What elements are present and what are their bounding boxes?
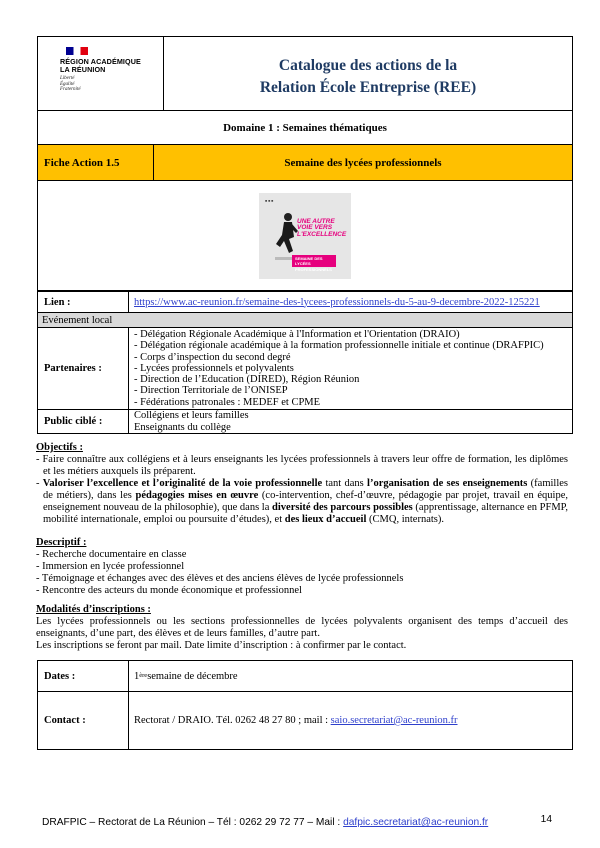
header-title-row — [38, 37, 572, 111]
objective-2-t4: (apprentissage, alternance en PFMP, mobilité internationale, emploi ou poursuite d’études), et — [43, 502, 568, 525]
event-type: Evénement local — [38, 312, 572, 327]
poster-slogan-1: UNE AUTRE — [297, 217, 335, 225]
fiche-label: Fiche Action 1.5 — [38, 145, 154, 180]
partners-row — [38, 327, 572, 409]
objective-2-b3: pédagogies mises en œuvre — [135, 490, 259, 501]
title-line-1: Catalogue des actions de la — [278, 57, 458, 74]
audience-label: Public ciblé : — [38, 410, 129, 433]
contact-row — [38, 691, 572, 749]
dates-label: Dates : — [38, 661, 129, 691]
audience-list — [129, 410, 572, 433]
objective-2-t1: tant dans — [322, 478, 368, 489]
poster-slogan-2: VOIE VERS — [297, 224, 333, 232]
event-poster-image — [259, 193, 351, 279]
info-table — [37, 291, 573, 434]
objectives-heading: Objectifs : — [36, 442, 83, 453]
list-item: - Lycées professionnels et polyvalents — [134, 362, 294, 374]
catalogue-title — [164, 37, 572, 110]
dates-rest: semaine de décembre — [147, 670, 238, 682]
list-item: - Direction Territoriale de l’ONISEP — [134, 385, 288, 397]
registration-section — [36, 604, 568, 652]
logo-line-1: RÉGION ACADÉMIQUE — [60, 57, 141, 66]
marianne-flag-icon — [66, 47, 88, 55]
motto-1: Liberté — [60, 76, 75, 81]
list-item: Collégiens et leurs familles — [134, 410, 249, 422]
motto-3: Fraternité — [60, 87, 81, 92]
objective-2-b1: Valoriser l’excellence et l’originalité de la voie professionnelle — [42, 478, 323, 489]
dates-row — [38, 661, 572, 691]
dates-value: 1 ère semaine de décembre — [134, 670, 238, 682]
registration-paragraph-1: Les lycées professionnels ou les sections professionnelles de lycées polyvalents organisent des temps d’accueil des enseignants, d’une part, des élèves et de leurs familles, d’autre part. — [36, 616, 568, 639]
fiche-title: Semaine des lycées professionnels — [284, 157, 442, 169]
link-row — [38, 291, 572, 312]
objective-2-t5: (CMQ, internats). — [366, 514, 444, 525]
motto-2: Égalité — [60, 81, 75, 87]
footer-email-link[interactable]: dafpic.secretariat@ac-reunion.fr — [343, 817, 489, 828]
dates-num: 1 — [134, 670, 140, 682]
contact-text: Rectorat / DRAIO. Tél. 0262 48 27 80 ; mail : — [134, 715, 329, 726]
list-item: Enseignants du collège — [134, 421, 231, 433]
domain-heading: Domaine 1 : Semaines thématiques — [38, 111, 572, 145]
objective-2: - Valoriser l’excellence et l’originalité de la voie professionnelle tant dans l’organisation de ses enseignements (familles de métiers), dans les pédagogies mises en œuvre (co-intervention, chef-d’œuvre, pédagogie par projet, travail en équipe, enseignement nouveau de la philosophie), que dans la diversité des parcours possibles (apprentissage, alternance en PFMP, mobilité internationale, emploi ou poursuite d’études), et des lieux d’accueil (CMQ, internats). — [36, 478, 568, 525]
list-item: - Témoignage et échanges avec des élèves et des anciens élèves de lycée professionnels — [36, 573, 404, 584]
objective-2-t2: (familles de métiers), dans les — [43, 478, 568, 501]
registration-paragraph-2: Les inscriptions se feront par mail. Date limite d’inscription : à confirmer par le contact. — [36, 640, 407, 651]
objective-2-b4: diversité des parcours possibles — [272, 502, 413, 513]
partners-list — [129, 328, 572, 409]
list-item: - Fédérations patronales : MEDEF et CPME — [134, 396, 321, 408]
list-item: - Direction de l’Education (DIRED), Région Réunion — [134, 374, 360, 386]
list-item: - Immersion en lycée professionnel — [36, 561, 185, 572]
title-line-2: Relation École Entreprise (REE) — [259, 79, 477, 96]
description-heading: Descriptif : — [36, 537, 87, 548]
partners-label: Partenaires : — [38, 328, 129, 409]
dates-contact-table — [37, 660, 573, 750]
poster-badge-1: SEMAINE DES LYCÉES — [295, 255, 323, 266]
link-cell — [129, 292, 572, 312]
contact-label: Contact : — [38, 692, 129, 749]
link-label: Lien : — [38, 292, 129, 312]
poster-slogan — [297, 219, 346, 239]
poster-logo: ■ ■ ■ — [265, 198, 274, 203]
poster-badge — [292, 255, 336, 272]
registration-heading: Modalités d’inscriptions : — [36, 604, 151, 615]
objective-2-t3: (co-intervention, chef-d’œuvre, pédagogie par projet, travail en équipe, enseignement nouveau de la philosophie), que dans la — [43, 490, 568, 513]
region-logo — [38, 37, 164, 110]
objective-2-b2: l’organisation de ses enseignements — [367, 478, 528, 489]
event-link[interactable]: https://www.ac-reunion.fr/semaine-des-lycees-professionnels-du-5-au-9-decembre-2022-125221 — [134, 296, 540, 308]
list-item: - Corps d’inspection du second degré — [134, 351, 291, 363]
description-section — [36, 537, 568, 597]
list-item: - Recherche documentaire en classe — [36, 549, 187, 560]
list-item: - Rencontre des acteurs du monde économique et professionnel — [36, 585, 302, 596]
poster-slogan-3: L'EXCELLENCE — [297, 231, 347, 239]
footer-text: DRAFPIC – Rectorat de La Réunion – Tél : 0262 29 72 77 – Mail : — [42, 817, 344, 828]
contact-value — [129, 692, 572, 749]
page-footer — [42, 814, 552, 828]
list-item: - Délégation régionale académique à la formation professionnelle initiale et continue (DRAFPIC) — [134, 340, 544, 352]
poster-row — [38, 181, 572, 290]
fiche-row — [38, 145, 572, 181]
logo-line-2: LA RÉUNION — [60, 65, 106, 74]
page-number: 14 — [540, 814, 552, 825]
objectives-section — [36, 442, 568, 526]
contact-email-link[interactable]: saio.secretariat@ac-reunion.fr — [330, 715, 458, 726]
list-item: - Délégation Régionale Académique à l'Information et l'Orientation (DRAIO) — [134, 328, 460, 340]
poster-badge-2: PROFESSIONNELS — [295, 266, 332, 272]
objective-2-b5: des lieux d’accueil — [284, 514, 367, 525]
objective-1: - Faire connaître aux collégiens et à leurs enseignants les lycées professionnels à travers leur offre de formation, les diplômes et les métiers auxquels ils préparent. — [36, 454, 568, 477]
logo-motto — [60, 76, 163, 93]
audience-row — [38, 409, 572, 433]
header-table — [37, 36, 573, 291]
